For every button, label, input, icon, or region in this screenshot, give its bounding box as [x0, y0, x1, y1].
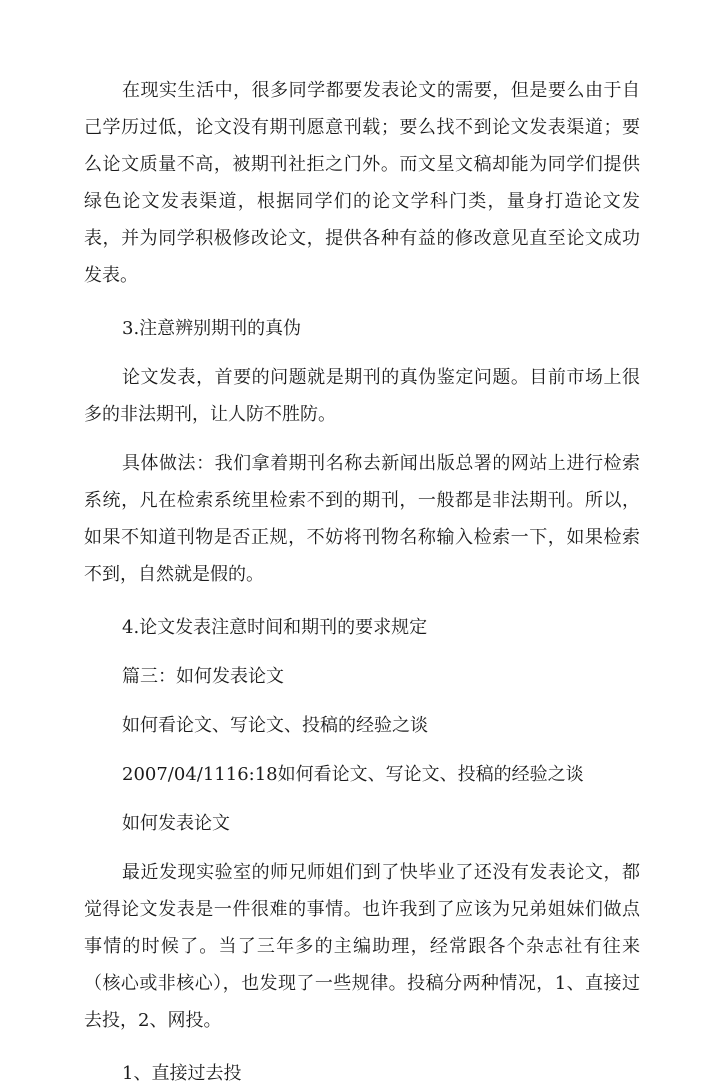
timestamp-line: 2007/04/1116:18如何看论文、写论文、投稿的经验之谈	[122, 764, 584, 785]
paragraph-method: 具体做法：我们拿着期刊名称去新闻出版总署的网站上进行检索系统，凡在检索系统里检索不到的期刊，一般都是非法期刊。所以，如果不知道刊物是否正规，不妨将刊物名称输入检索一下，如果检索不到，自然就是假的。	[84, 453, 640, 585]
subtitle-experience: 如何看论文、写论文、投稿的经验之谈	[122, 715, 428, 736]
heading-verify-journal: 3.注意辨别期刊的真伪	[122, 318, 302, 339]
subtitle-how-to-publish: 如何发表论文	[122, 813, 230, 834]
paragraph-recent-findings: 最近发现实验室的师兄师姐们到了快毕业了还没有发表论文，都觉得论文发表是一件很难的事情。也许我到了应该为兄弟姐妹们做点事情的时候了。当了三年多的主编助理，经常跟各个杂志社有往来（核心或非核心），也发现了一些规律。投稿分两种情况，1、直接过去投，2、网投。	[84, 862, 640, 1031]
section-title: 篇三：如何发表论文	[122, 666, 284, 687]
heading-direct-submission: 1、直接过去投	[122, 1063, 242, 1084]
document-page	[84, 72, 640, 1092]
paragraph-journal-authenticity: 论文发表，首要的问题就是期刊的真伪鉴定问题。目前市场上很多的非法期刊，让人防不胜防。	[84, 367, 640, 425]
heading-time-requirements: 4.论文发表注意时间和期刊的要求规定	[122, 617, 428, 638]
paragraph-intro: 在现实生活中，很多同学都要发表论文的需要，但是要么由于自己学历过低，论文没有期刊愿意刊载；要么找不到论文发表渠道；要么论文质量不高，被期刊社拒之门外。而文星文稿却能为同学们提供绿色论文发表渠道，根据同学们的论文学科门类，量身打造论文发表，并为同学积极修改论文，提供各种有益的修改意见直至论文成功发表。	[84, 80, 640, 286]
